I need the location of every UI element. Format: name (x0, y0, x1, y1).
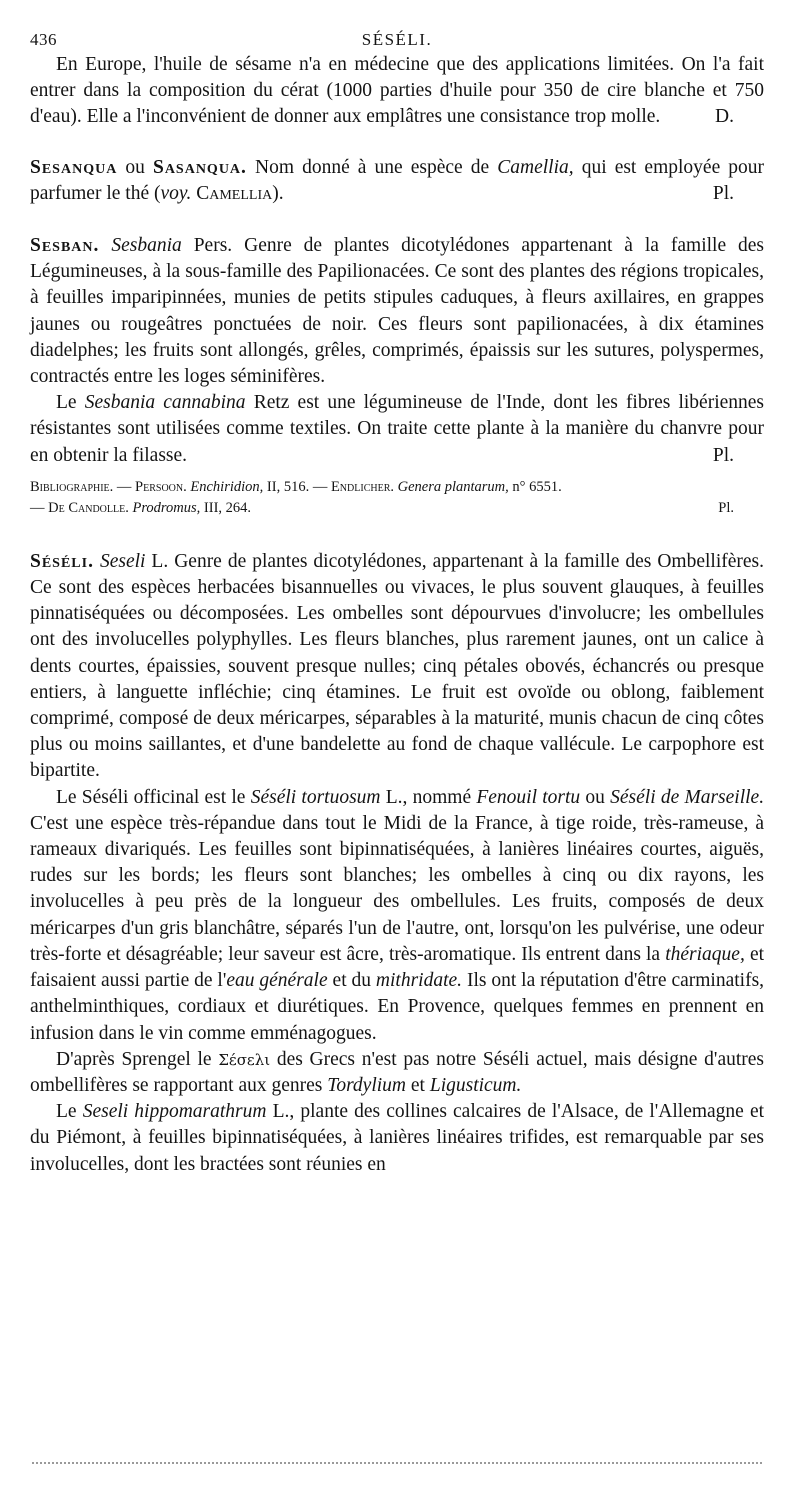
author-signature: Pl. (712, 182, 734, 204)
bib-author: De Candolle. (48, 499, 129, 516)
connector-text: ou (125, 156, 145, 178)
common-name: Séséli de Marseille. (610, 786, 765, 808)
author-signature: D. (715, 106, 734, 128)
entry-text: Genre de plantes dicotylédones, appartenant à la famille des Ombellifères. Ce sont des espèces herbacées bisannuelles ou vivaces, le plus souvent glauques, à feuilles pinnatiséquées ou décomposées. Les ombelles sont dépourvues d'involucre; les ombellules ont des involucelles polyphylles. Les fleurs blanches, plus rarement jaunes, ont un calice à dents courtes, épaissies, souvent presque nulles; cinq pétales obovés, échancrés ou presque entiers, à languette infléchie; cinq étamines. Le fruit est ovoïde ou oblong, faiblement comprimé, composé de deux méricarpes, séparables à la maturité, munis chacun de cinq côtes plus ou moins saillantes, et d'une bandelette au fond de chaque vallécule. Le carpophore est bipartite. (30, 550, 765, 782)
bib-ref: III, 264. (200, 499, 252, 516)
running-title: SÉSÉLI. (361, 30, 433, 49)
species-name: Sesbania cannabina (84, 392, 246, 414)
genus-name: Seseli (99, 550, 146, 572)
dash: — (30, 499, 49, 516)
genus-name: Sesbania (111, 235, 182, 257)
sesame-paragraph (30, 52, 764, 131)
italic-term: thériaque, (665, 943, 745, 965)
bib-ref: II, 516. (263, 478, 310, 495)
italic-term: Camellia, (497, 156, 574, 178)
headword: Sesban. (30, 235, 100, 257)
dash: — (309, 478, 331, 495)
sesban-paragraph-2 (30, 390, 764, 469)
bib-ref: n° 6551. (508, 478, 562, 495)
entry-text: qui est employée pour parfumer le thé ( (30, 156, 765, 204)
headword: Séséli. (30, 550, 94, 572)
genus-name: Ligusticum. (429, 1074, 522, 1096)
species-name: Seseli hippomarathrum (82, 1101, 267, 1123)
entry-text: D'après Sprengel le (56, 1048, 212, 1070)
page-number: 436 (30, 30, 57, 49)
entry-text: C'est une espèce très-répandue dans tout le Midi de la France, à tige roide, très-rameuse, à rameaux divariqués. Les feuilles sont bipinnatiséquées, à lanières linéaires courtes, aiguës, rudes sur les bords; les fleurs sont blanches; les ombelles à cinq ou dix rayons, les involucelles à peu près de la longueur des ombellules. Les fruits, composés de deux méricarpes d'un gris blanchâtre, séparés l'un de l'autre, ont, lorsqu'on les pulvérise, une odeur très-forte et désagréable; leur saveur est âcre, très-aromatique. Ils entrent dans la (30, 812, 764, 965)
seseli-paragraph-3 (30, 1047, 764, 1099)
bibliography (30, 477, 764, 519)
italic-term: voy. (160, 182, 192, 204)
seseli-paragraph-4 (30, 1099, 764, 1178)
entry-text: Le (56, 1101, 77, 1123)
seseli-entry (30, 549, 764, 785)
entry-text: Genre de plantes dicotylédones appartenant à la famille des Légumineuses, à la sous-famille des Papilionacées. Ce sont des plantes des régions tropicales, à feuilles imparipinnées, munies de petits stipules caduques, à fleurs axillaires, en grappes jaunes ou rougeâtres ponctuées de noir. Ces fleurs sont papilionacées, à dix étamines diadelphes; les fruits sont allongés, grêles, comprimés, épaissis sur les sutures, polyspermes, contractés entre les loges séminifères. (30, 235, 765, 388)
bib-work: Enchiridion, (190, 478, 264, 495)
bib-author: Endlicher. (330, 478, 394, 495)
entry-text: Le (56, 392, 77, 414)
botanical-author: L. (151, 550, 169, 572)
entry-text: Le Séséli officinal est le (56, 786, 246, 808)
species-name: Séséli tortuosum (250, 786, 381, 808)
bib-work: Genera plantarum, (397, 478, 509, 495)
headword-variant: Sasanqua. (152, 156, 247, 178)
entry-text: et faisaient aussi partie de l' (30, 943, 765, 992)
sesban-entry (30, 233, 764, 390)
italic-term: eau générale (226, 970, 328, 992)
seseli-paragraph-2 (30, 785, 764, 1047)
entry-text: L., plante des collines calcaires de l'Alsace, de l'Allemagne et du Piémont, à feuilles bipinnatiséquées, à lanières linéaires trifides, est remarquable par ses involucelles, dont les bractées sont réunies en (30, 1101, 765, 1175)
entry-text: et (410, 1074, 425, 1096)
bib-work: Prodromus, (132, 499, 201, 516)
headword: Sesanqua (30, 156, 118, 178)
common-name: Fenouil tortu (476, 786, 581, 808)
italic-term: mithridate. (375, 970, 463, 992)
author-signature: Pl. (718, 499, 734, 516)
botanical-author: Pers. (193, 235, 233, 257)
entry-text: Ils ont la réputation d'être carminatifs, anthelminthiques, cordiaux et diurétiques. En Provence, quelques femmes en prennent en infusion dans le vin comme emménagogues. (30, 970, 765, 1044)
greek-term: Σέσελι (218, 1050, 271, 1069)
entry-text: Retz est une légumineuse de l'Inde, dont les fibres libériennes résistantes sont utilisées comme textiles. On traite cette plante à la manière du chanvre pour en obtenir la filasse. (30, 392, 765, 466)
entry-text: Nom donné à une espèce de (255, 156, 490, 178)
cross-reference: Camellia (196, 182, 273, 204)
entry-text: ). (272, 182, 284, 204)
page-bottom-rule (32, 1462, 762, 1464)
entry-text: des Grecs n'est pas notre Séséli actuel, mais désigne d'autres ombellifères se rapportant aux genres (30, 1048, 765, 1096)
entry-text: ou (585, 786, 605, 808)
author-signature: Pl. (712, 444, 734, 466)
sesame-text: En Europe, l'huile de sésame n'a en médecine que des applications limitées. On l'a fait entrer dans la composition du cérat (1000 parties d'huile pour 350 de cire blanche et 750 d'eau). Elle a l'inconvénient de donner aux emplâtres une consistance trop molle. (30, 54, 764, 128)
genus-name: Tordylium (327, 1074, 407, 1096)
sesanqua-entry (30, 155, 764, 207)
page-header (30, 30, 764, 52)
entry-text: et du (332, 970, 372, 992)
dash: — (113, 478, 136, 495)
book-page (30, 30, 764, 1178)
entry-text: L., nommé (385, 786, 472, 808)
bibliography-label: Bibliographie. (30, 478, 114, 495)
bib-author: Persoon. (135, 478, 187, 495)
